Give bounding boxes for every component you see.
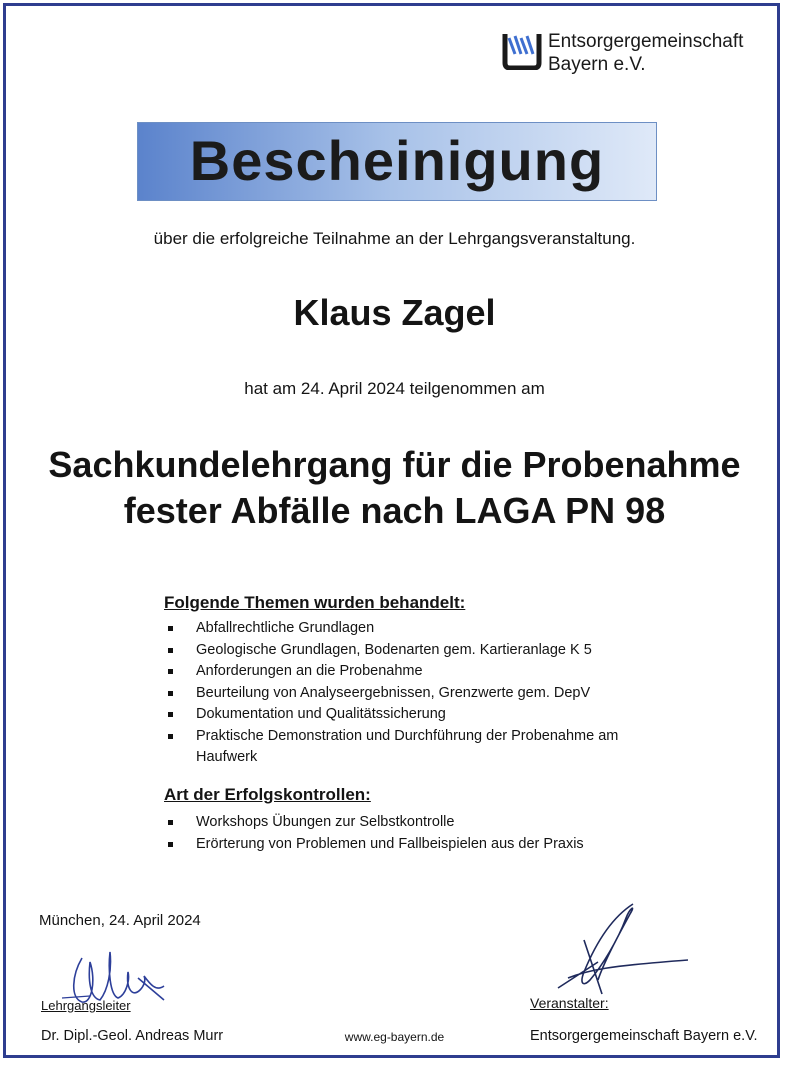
list-item: [168, 834, 668, 856]
list-item-text: Abfallrechtliche Grundlagen: [196, 620, 375, 636]
list-item: [168, 683, 668, 705]
list-item-text: Erörterung von Problemen und Fallbeispielen aus der Praxis: [196, 835, 584, 852]
organization-name-line1: Entsorgergemeinschaft: [548, 31, 744, 52]
organizer-name: Entsorgergemeinschaft Bayern e.V.: [530, 1028, 758, 1044]
topics-list: [168, 618, 668, 769]
course-leader-role: Lehrgangsleiter: [41, 998, 131, 1013]
list-item: [168, 661, 668, 683]
title-banner: [137, 122, 657, 201]
bullet-icon: [168, 842, 173, 847]
organizer-role: Veranstalter:: [530, 995, 609, 1011]
certificate-title: Bescheinigung: [189, 129, 605, 192]
list-item-text: Workshops Übungen zur Selbstkontrolle: [196, 814, 455, 830]
bullet-icon: [168, 669, 173, 674]
course-leader-name: Dr. Dipl.-Geol. Andreas Murr: [41, 1028, 224, 1044]
course-title: [0, 442, 789, 534]
attendance-statement: hat am 24. April 2024 teilgenommen am: [244, 379, 545, 398]
organization-name: [548, 30, 743, 76]
topics-heading: Folgende Themen wurden behandelt:: [164, 593, 466, 612]
controls-list: [168, 812, 668, 855]
list-item: [168, 726, 668, 769]
bullet-icon: [168, 648, 173, 653]
bullet-icon: [168, 691, 173, 696]
bullet-icon: [168, 820, 173, 825]
bullet-icon: [168, 626, 173, 631]
list-item-text: Anforderungen an die Probenahme: [196, 663, 423, 679]
controls-heading: Art der Erfolgskontrollen:: [164, 785, 371, 804]
organization-name-line2: Bayern e.V.: [548, 54, 646, 75]
course-title-line1: Sachkundelehrgang für die Probenahme: [48, 444, 741, 485]
list-item: [168, 704, 668, 726]
place-date: München, 24. April 2024: [39, 912, 201, 929]
bullet-icon: [168, 734, 173, 739]
list-item: [168, 618, 668, 640]
list-item: [168, 812, 668, 834]
participant-name: Klaus Zagel: [293, 292, 496, 333]
list-item-text: Praktische Demonstration und Durchführung der Probenahme am Haufwerk: [196, 727, 619, 765]
list-item: [168, 640, 668, 662]
organizer-signature: [538, 900, 688, 1000]
website-link: www.eg-bayern.de: [344, 1030, 445, 1044]
course-title-line2: fester Abfälle nach LAGA PN 98: [123, 490, 666, 531]
list-item-text: Beurteilung von Analyseergebnissen, Grenzwerte gem. DepV: [196, 684, 591, 701]
list-item-text: Geologische Grundlagen, Bodenarten gem. Kartieranlage K 5: [196, 641, 592, 658]
list-item-text: Dokumentation und Qualitätssicherung: [196, 706, 446, 722]
organization-logo-icon: [501, 30, 543, 70]
certificate-subtitle: über die erfolgreiche Teilnahme an der Lehrgangsveranstaltung.: [153, 229, 636, 248]
bullet-icon: [168, 712, 173, 717]
